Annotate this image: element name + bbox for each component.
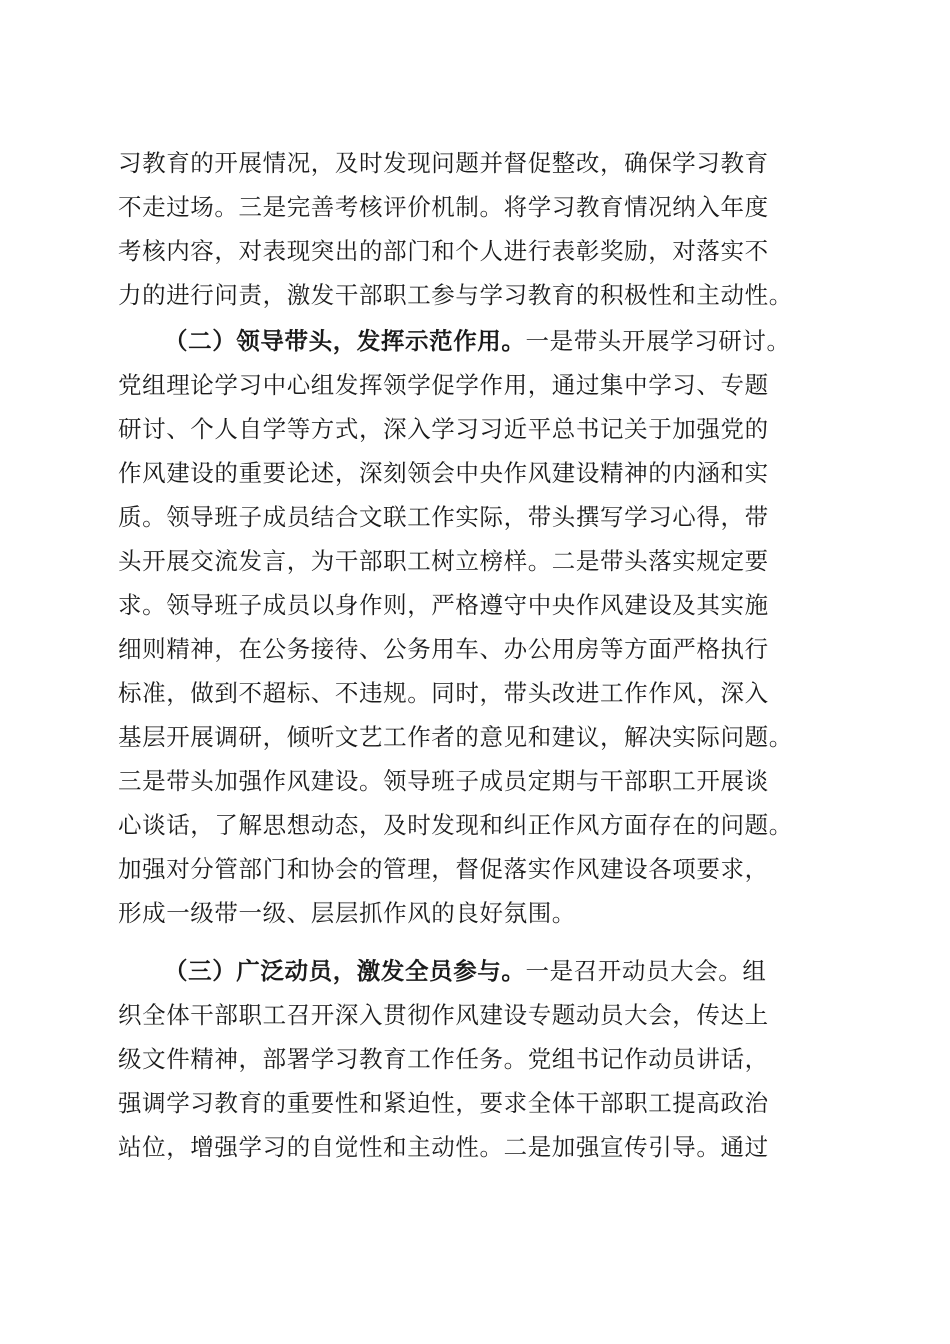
body-text-line: 站位，增强学习的自觉性和主动性。二是加强宣传引导。通过 — [118, 1133, 769, 1161]
body-text-line: 强调学习教育的重要性和紧迫性，要求全体干部职工提高政治 — [118, 1089, 769, 1117]
body-text-line: 研讨、个人自学等方式，深入学习习近平总书记关于加强党的 — [118, 415, 769, 443]
section-3-heading: （三）广泛动员，激发全员参与。 — [164, 957, 526, 985]
body-text-line: 质。领导班子成员结合文联工作实际，带头撰写学习心得，带 — [118, 503, 769, 531]
body-text-line: 三是带头加强作风建设。领导班子成员定期与干部职工开展谈 — [118, 767, 769, 795]
section-2-heading: （二）领导带头，发挥示范作用。 — [164, 327, 526, 355]
body-text-line: 标准，做到不超标、不违规。同时，带头改进工作作风，深入 — [118, 679, 769, 707]
section-2-text: 一是带头开展学习研讨。 — [525, 327, 791, 355]
body-text-line: 加强对分管部门和协会的管理，督促落实作风建设各项要求， — [118, 855, 769, 883]
body-text-line: 织全体干部职工召开深入贯彻作风建设专题动员大会，传达上 — [118, 1001, 769, 1029]
body-text-line: 不走过场。三是完善考核评价机制。将学习教育情况纳入年度 — [118, 193, 769, 221]
body-text-line: 形成一级带一级、层层抓作风的良好氛围。 — [118, 899, 576, 927]
body-text-line: 级文件精神，部署学习教育工作任务。党组书记作动员讲话， — [118, 1045, 769, 1073]
body-text-line: 习教育的开展情况，及时发现问题并督促整改，确保学习教育 — [118, 149, 769, 177]
section-3-first-line — [164, 951, 767, 991]
body-text-line: 求。领导班子成员以身作则，严格遵守中央作风建设及其实施 — [118, 591, 769, 619]
body-text-line: 头开展交流发言，为干部职工树立榜样。二是带头落实规定要 — [118, 547, 769, 575]
body-text-line: 作风建设的重要论述，深刻领会中央作风建设精神的内涵和实 — [118, 459, 769, 487]
body-text-line: 心谈话，了解思想动态，及时发现和纠正作风方面存在的问题。 — [118, 811, 793, 839]
body-text-line: 党组理论学习中心组发挥领学促学作用，通过集中学习、专题 — [118, 371, 769, 399]
section-2-first-line — [164, 321, 791, 361]
section-3-text: 一是召开动员大会。组 — [525, 957, 767, 985]
body-text-line: 基层开展调研，倾听文艺工作者的意见和建议，解决实际问题。 — [118, 723, 793, 751]
body-text-line: 细则精神，在公务接待、公务用车、办公用房等方面严格执行 — [118, 635, 769, 663]
body-text-line: 考核内容，对表现突出的部门和个人进行表彰奖励，对落实不 — [118, 237, 769, 265]
body-text-line: 力的进行问责，激发干部职工参与学习教育的积极性和主动性。 — [118, 281, 793, 309]
